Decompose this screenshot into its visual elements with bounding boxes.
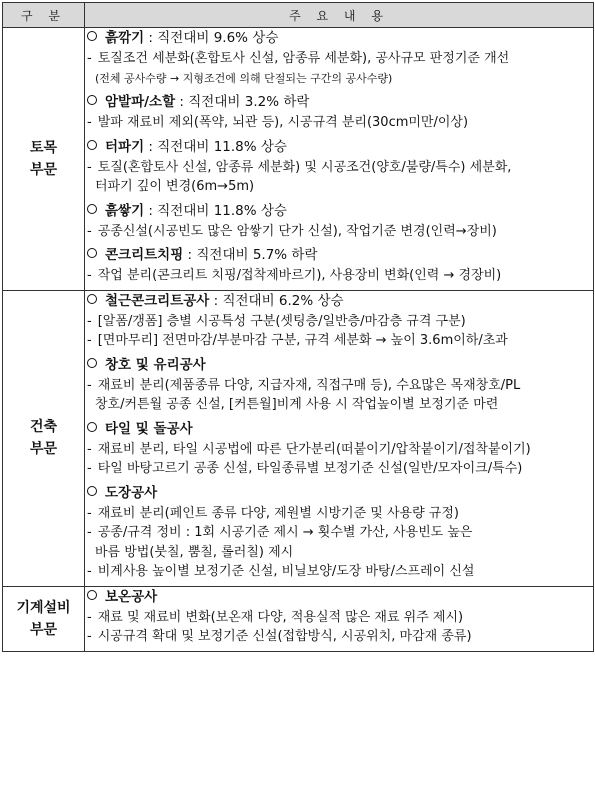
- section-heading: [85, 245, 593, 266]
- detail-line: [85, 440, 593, 460]
- section-heading: [85, 201, 593, 222]
- detail-text: 재료비 분리(페인트 종류 다양, 제원별 시방기준 및 사용량 규정): [97, 505, 459, 521]
- detail-line: [85, 331, 593, 351]
- section-title: 창호 및 유리공사: [105, 356, 206, 373]
- detail-line: [85, 266, 593, 286]
- section: [85, 483, 593, 582]
- dash-bullet-icon: -: [87, 223, 92, 239]
- section-summary: : 직전대비 3.2% 하락: [175, 94, 310, 110]
- section-summary: : 직전대비 9.6% 상승: [144, 30, 279, 46]
- dash-bullet-icon: -: [87, 268, 92, 283]
- dash-bullet-icon: -: [87, 525, 92, 540]
- section-title: 암발파/소할: [105, 94, 176, 110]
- category-content: [85, 28, 594, 291]
- circle-bullet-icon: [87, 140, 97, 150]
- dash-bullet-icon: -: [87, 629, 92, 644]
- detail-line: [85, 49, 593, 69]
- circle-bullet-icon: [87, 486, 97, 496]
- section: [85, 419, 593, 479]
- detail-text: 재료 및 재료비 변화(보온재 다양, 적용실적 많은 재료 위주 제시): [97, 609, 464, 625]
- dash-bullet-icon: -: [87, 461, 92, 476]
- detail-line: [85, 543, 593, 563]
- detail-text: 공종신설(시공빈도 많은 암쌓기 단가 신설), 작업기준 변경(인력→장비): [97, 223, 497, 239]
- dash-bullet-icon: -: [87, 115, 92, 130]
- detail-text: [면마무리] 전면마감/부분마감 구분, 규격 세분화 → 높이 3.6m이하/초과: [97, 333, 508, 348]
- detail-text: 공종/규격 정비 : 1회 시공기준 제시 → 횟수별 가산, 사용빈도 높은: [97, 525, 473, 540]
- header-category: 구 분: [3, 3, 85, 28]
- section-title: 도장공사: [105, 484, 158, 501]
- category-label-line: 부문: [29, 161, 58, 178]
- section-title: 타일 및 돌공사: [105, 420, 193, 437]
- detail-line: [85, 113, 593, 133]
- detail-line: [85, 376, 593, 396]
- circle-bullet-icon: [87, 204, 97, 214]
- category-label: [3, 290, 85, 586]
- detail-text: [알폼/갱폼] 층별 시공특성 구분(셋팅층/일반층/마감층 규격 구분): [97, 313, 466, 329]
- detail-text: 비계사용 높이별 보정기준 신설, 비닐보양/도장 바탕/스프레이 신설: [97, 564, 475, 579]
- section: [85, 201, 593, 242]
- category-row: [3, 28, 594, 291]
- category-label: [3, 586, 85, 651]
- section-heading: [85, 355, 593, 376]
- detail-line: [85, 395, 593, 415]
- section-heading: [85, 419, 593, 440]
- category-label-line: 토목: [29, 139, 58, 156]
- detail-text: 타일 바탕고르기 공종 신설, 타일종류별 보정기준 신설(일반/모자이크/특수): [97, 461, 523, 476]
- header-content: 주 요 내 용: [85, 3, 594, 28]
- dash-bullet-icon: -: [87, 609, 92, 625]
- detail-line: [85, 504, 593, 524]
- category-label-line: 부문: [29, 441, 58, 457]
- dash-bullet-icon: -: [87, 441, 92, 457]
- detail-line: [85, 459, 593, 479]
- circle-bullet-icon: [87, 358, 97, 368]
- circle-bullet-icon: [87, 422, 97, 432]
- section-heading: [85, 137, 593, 158]
- detail-text: 재료비 분리, 타일 시공법에 따른 단가분리(떠붙이기/압착붙이기/접착붙이기): [97, 441, 531, 457]
- section-summary: : 직전대비 6.2% 상승: [209, 292, 344, 309]
- section-title: 콘크리트치핑: [105, 247, 184, 263]
- circle-bullet-icon: [87, 294, 97, 304]
- dash-bullet-icon: -: [87, 333, 92, 348]
- section-title: 터파기: [105, 138, 145, 155]
- section-summary: : 직전대비 5.7% 하락: [183, 247, 318, 263]
- dash-bullet-icon: -: [87, 564, 92, 579]
- detail-line: [85, 177, 593, 197]
- detail-text: 창호/커튼월 공종 신설, [커튼월]비계 사용 시 작업높이별 보정기준 마련: [95, 397, 499, 412]
- section-title: 흙쌓기: [105, 202, 145, 219]
- section: [85, 92, 593, 133]
- detail-text: 토질조건 세분화(혼합토사 신설, 암종류 세분화), 공사규모 판정기준 개선: [97, 51, 510, 66]
- category-row: [3, 290, 594, 586]
- table-body: [3, 28, 594, 652]
- category-label-line: 건축: [29, 419, 58, 435]
- category-label: [3, 28, 85, 291]
- dash-bullet-icon: -: [87, 505, 92, 521]
- section-title: 철근콘크리트공사: [105, 292, 210, 309]
- detail-line: [85, 562, 593, 582]
- summary-table: [2, 2, 594, 652]
- detail-line: [85, 608, 593, 628]
- circle-bullet-icon: [87, 590, 97, 600]
- circle-bullet-icon: [87, 31, 97, 41]
- category-label-line: 부문: [29, 621, 58, 638]
- detail-text: 토질(혼합토사 신설, 암종류 세분화) 및 시공조건(양호/불량/특수) 세분화,: [97, 159, 512, 175]
- section-heading: [85, 291, 593, 312]
- detail-text: 터파기 깊이 변경(6m→5m): [95, 179, 255, 194]
- detail-line: [85, 158, 593, 178]
- category-label-line: 기계설비: [16, 599, 71, 616]
- section-title: 흙깎기: [105, 30, 145, 46]
- detail-line: [85, 312, 593, 332]
- circle-bullet-icon: [87, 248, 97, 258]
- dash-bullet-icon: -: [87, 159, 92, 175]
- section: [85, 587, 593, 647]
- section: [85, 245, 593, 286]
- category-content: [85, 586, 594, 651]
- category-content: [85, 290, 594, 586]
- detail-line: [85, 222, 593, 242]
- dash-bullet-icon: -: [87, 313, 92, 329]
- section-summary: : 직전대비 11.8% 상승: [144, 138, 287, 155]
- detail-text: 바름 방법(붓칠, 뿜칠, 롤러칠) 제시: [95, 544, 294, 560]
- section: [85, 291, 593, 351]
- section: [85, 137, 593, 197]
- detail-text: 작업 분리(콘크리트 치핑/접착제바르기), 사용장비 변화(인력 → 경장비): [97, 268, 502, 283]
- category-row: [3, 586, 594, 651]
- dash-bullet-icon: -: [87, 51, 92, 66]
- detail-line: [85, 523, 593, 543]
- section: [85, 28, 593, 88]
- dash-bullet-icon: -: [87, 377, 92, 393]
- section-heading: [85, 28, 593, 49]
- detail-text: 재료비 분리(제품종류 다양, 지급자재, 직접구매 등), 수요많은 목재창호/PL: [97, 377, 521, 393]
- section-title: 보온공사: [105, 588, 158, 605]
- section-heading: [85, 92, 593, 113]
- circle-bullet-icon: [87, 95, 97, 105]
- section-heading: [85, 587, 593, 608]
- section: [85, 355, 593, 415]
- detail-text: 시공규격 확대 및 보정기준 신설(접합방식, 시공위치, 마감재 종류): [97, 629, 472, 644]
- header-row: [3, 3, 594, 28]
- section-heading: [85, 483, 593, 504]
- detail-text: 발파 재료비 제외(폭약, 뇌관 등), 시공규격 분리(30cm미만/이상): [97, 115, 469, 130]
- detail-text: (전체 공사수량 → 지형조건에 의해 단절되는 구간의 공사수량): [95, 71, 393, 85]
- detail-line: [85, 627, 593, 647]
- detail-line: [85, 69, 593, 89]
- section-summary: : 직전대비 11.8% 상승: [144, 202, 287, 219]
